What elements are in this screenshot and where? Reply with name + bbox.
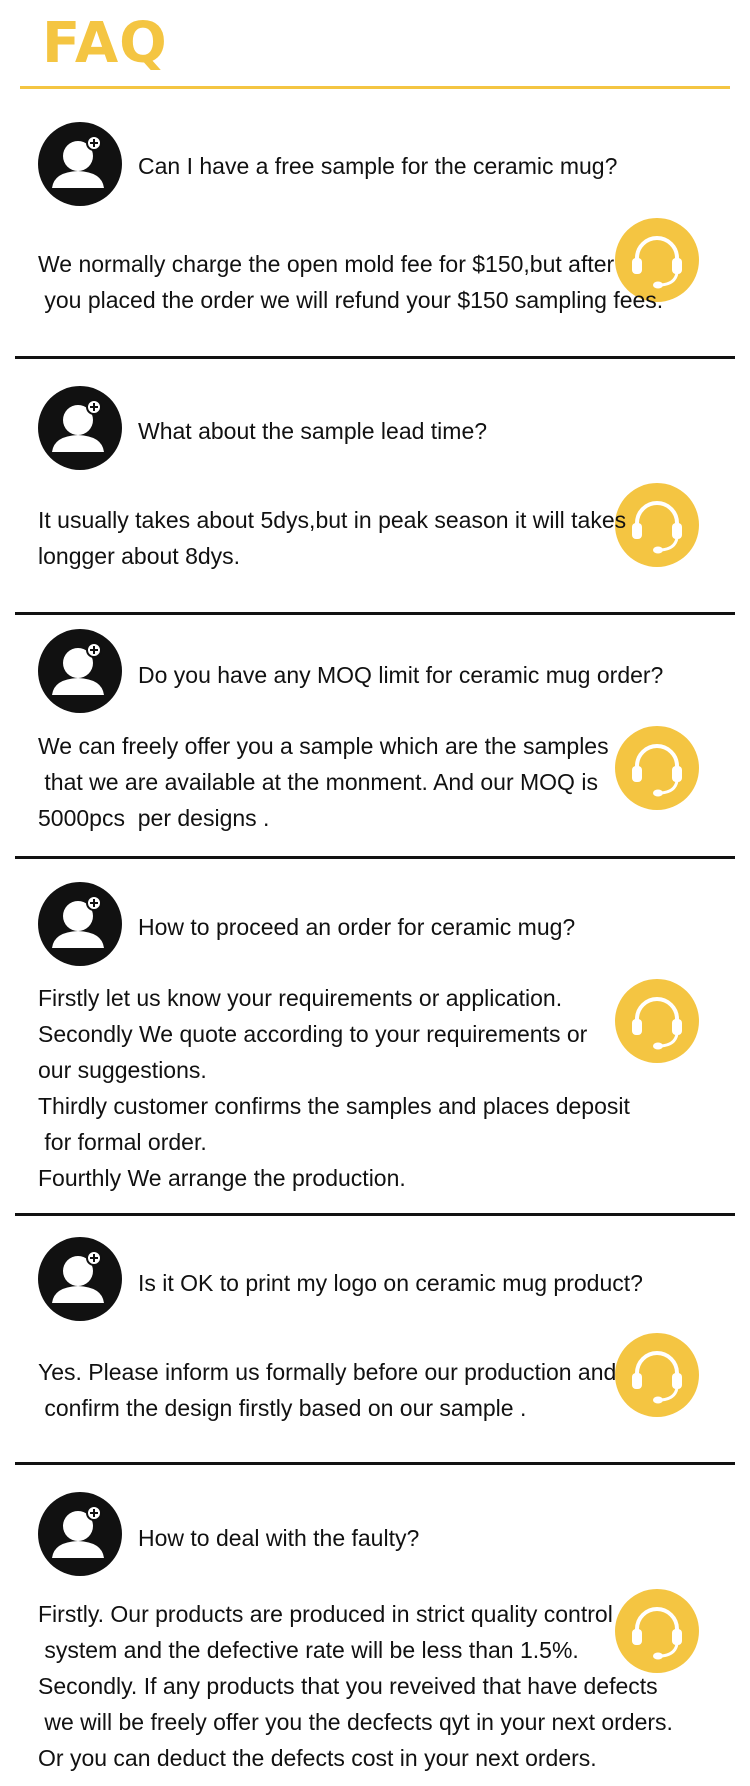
- faq-answer-line: confirm the design firstly based on our sample .: [38, 1395, 527, 1421]
- faq-answer-line: you placed the order we will refund your $150 sampling fees.: [38, 287, 664, 313]
- user-avatar-icon: [38, 629, 122, 713]
- faq-question: How to deal with the faulty?: [138, 1525, 420, 1551]
- faq-question: Do you have any MOQ limit for ceramic mug order?: [138, 662, 664, 688]
- faq-answer-line: Firstly. Our products are produced in strict quality control: [38, 1601, 613, 1627]
- faq-question: What about the sample lead time?: [138, 418, 488, 444]
- faq-answer-line: Thirdly customer confirms the samples and places deposit: [38, 1093, 630, 1119]
- faq-answer-line: We normally charge the open mold fee for $150,but after: [38, 251, 615, 277]
- title-underline: [20, 86, 730, 89]
- faq-question: Can I have a free sample for the ceramic mug?: [138, 153, 618, 179]
- faq-answer-line: Fourthly We arrange the production.: [38, 1165, 406, 1191]
- user-avatar-icon: [38, 386, 122, 470]
- user-avatar-icon: [38, 882, 122, 966]
- faq-answer: [38, 980, 678, 1196]
- faq-answer-line: system and the defective rate will be less than 1.5%.: [38, 1637, 579, 1663]
- faq-answer-line: Secondly. If any products that you reveived that have defects: [38, 1673, 658, 1699]
- faq-answer: [38, 728, 678, 836]
- section-divider: [15, 356, 735, 359]
- faq-question: How to proceed an order for ceramic mug?: [138, 914, 576, 940]
- faq-answer: [38, 246, 678, 318]
- faq-answer-line: Firstly let us know your requirements or application.: [38, 985, 563, 1011]
- section-divider: [15, 856, 735, 859]
- section-divider: [15, 1462, 735, 1465]
- faq-answer: [38, 1354, 678, 1426]
- faq-answer-line: Or you can deduct the defects cost in your next orders.: [38, 1745, 597, 1771]
- faq-answer-line: longger about 8dys.: [38, 543, 241, 569]
- user-avatar-icon: [38, 1237, 122, 1321]
- faq-answer-line: we will be freely offer you the decfects qyt in your next orders.: [38, 1709, 673, 1735]
- faq-answer-line: It usually takes about 5dys,but in peak season it will takes: [38, 507, 627, 533]
- faq-answer-line: Secondly We quote according to your requirements or: [38, 1021, 588, 1047]
- user-avatar-icon: [38, 122, 122, 206]
- faq-answer: [38, 1596, 678, 1776]
- faq-answer-line: our suggestions.: [38, 1057, 207, 1083]
- faq-answer: [38, 502, 678, 574]
- faq-answer-line: that we are available at the monment. And our MOQ is: [38, 769, 598, 795]
- section-divider: [15, 612, 735, 615]
- faq-question: Is it OK to print my logo on ceramic mug product?: [138, 1270, 643, 1296]
- user-avatar-icon: [38, 1492, 122, 1576]
- faq-answer-line: for formal order.: [38, 1129, 207, 1155]
- faq-answer-line: 5000pcs per designs .: [38, 805, 270, 831]
- faq-answer-line: We can freely offer you a sample which are the samples: [38, 733, 609, 759]
- page-title: FAQ: [42, 11, 168, 76]
- section-divider: [15, 1213, 735, 1216]
- faq-answer-line: Yes. Please inform us formally before our production and: [38, 1359, 617, 1385]
